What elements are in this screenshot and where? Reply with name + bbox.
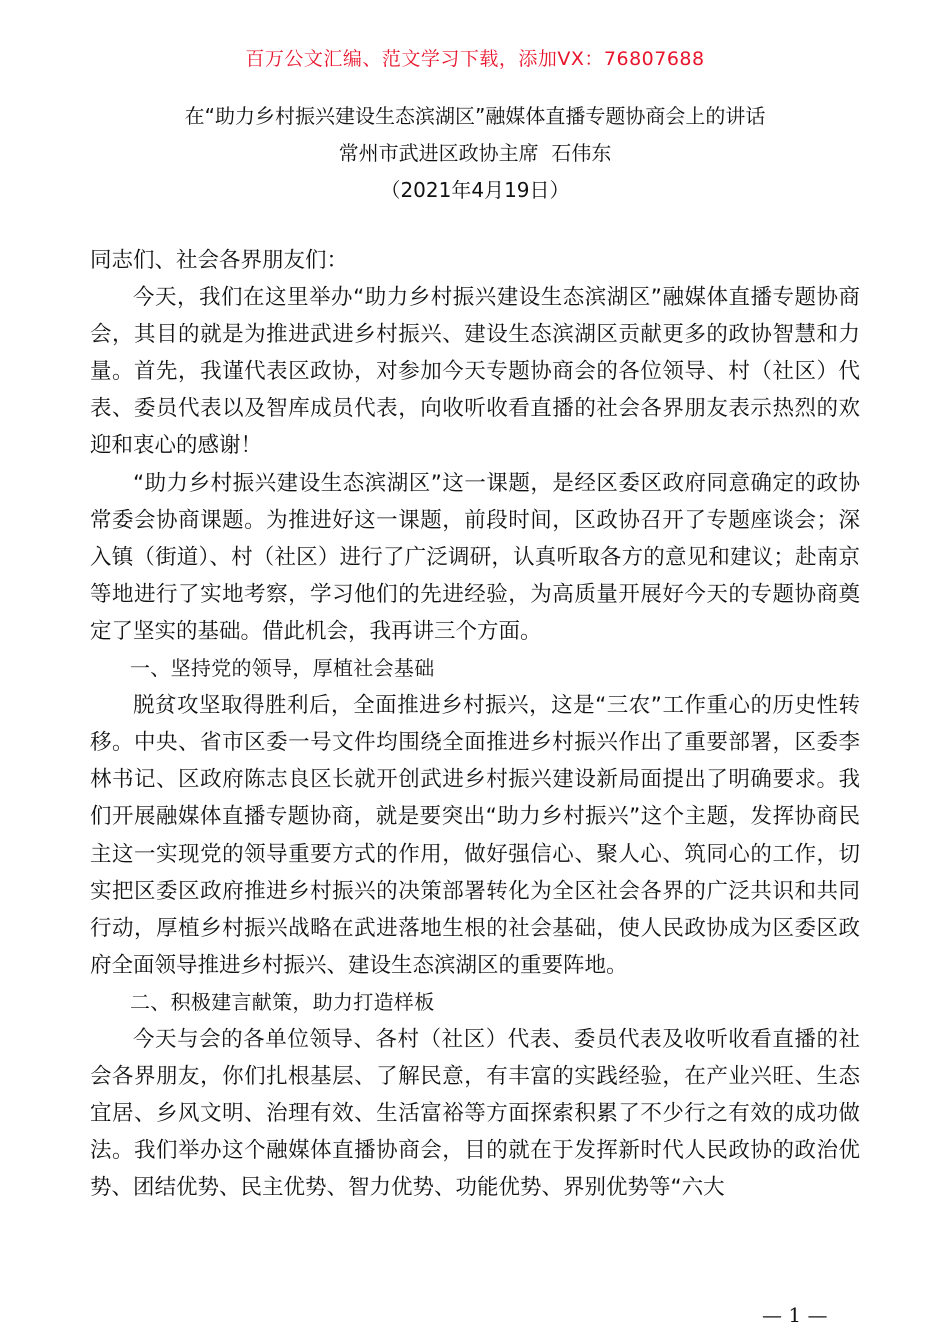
document-body (90, 242, 860, 1206)
section-1-paragraph: 脱贫攻坚取得胜利后，全面推进乡村振兴，这是“三农”工作重心的历史性转移。中央、省市区委一号文件均围绕全面推进乡村振兴作出了重要部署，区委李林书记、区政府陈志良区长就开创武进乡村振兴建设新局面提出了明确要求。我们开展融媒体直播专题协商，就是要突出“助力乡村振兴”这个主题，发挥协商民主这一实现党的领导重要方式的作用，做好强信心、聚人心、筑同心的工作，切实把区委区政府推进乡村振兴的决策部署转化为全区社会各界的广泛共识和共同行动，厚植乡村振兴战略在武进落地生根的社会基础，使人民政协成为区委区政府全面领导推进乡村振兴、建设生态滨湖区的重要阵地。 (90, 693, 860, 978)
speech-date: （2021年4月19日） (380, 178, 570, 202)
author-line: 常州市武进区政协主席 石伟东 (338, 141, 612, 165)
body-paragraph-1: 今天，我们在这里举办“助力乡村振兴建设生态滨湖区”融媒体直播专题协商会，其目的就是为推进武进乡村振兴、建设生态滨湖区贡献更多的政协智慧和力量。首先，我谨代表区政协，对参加今天专题协商会的各位领导、村（社区）代表、委员代表以及智库成员代表，向收听收看直播的社会各界朋友表示热烈的欢迎和衷心的感谢！ (90, 285, 860, 459)
section-heading-2: 二、积极建言献策，助力打造样板 (130, 989, 435, 1014)
salutation: 同志们、社会各界朋友们： (90, 248, 349, 273)
page-number: — 1 — (762, 1303, 828, 1327)
body-paragraph-2: “助力乡村振兴建设生态滨湖区”这一课题，是经区委区政府同意确定的政协常委会协商课题。为推进好这一课题，前段时间，区政协召开了专题座谈会；深入镇（街道）、村（社区）进行了广泛调研，认真听取各方的意见和建议；赴南京等地进行了实地考察，学习他们的先进经验，为高质量开展好今天的专题协商奠定了坚实的基础。借此机会，我再讲三个方面。 (90, 470, 860, 644)
section-heading-1: 一、坚持党的领导，厚植社会基础 (130, 656, 435, 681)
watermark-banner: 百万公文汇编、范文学习下载，添加VX：76807688 (245, 48, 705, 70)
document-header (0, 98, 950, 209)
section-2-paragraph: 今天与会的各单位领导、各村（社区）代表、委员代表及收听收看直播的社会各界朋友，你们扎根基层、了解民意，有丰富的实践经验，在产业兴旺、生态宜居、乡风文明、治理有效、生活富裕等方面探索积累了不少行之有效的成功做法。我们举办这个融媒体直播协商会，目的就在于发挥新时代人民政协的政治优势、团结优势、民主优势、智力优势、功能优势、界别优势等“六大 (90, 1026, 860, 1201)
document-title: 在“助力乡村振兴建设生态滨湖区”融媒体直播专题协商会上的讲话 (184, 104, 766, 128)
